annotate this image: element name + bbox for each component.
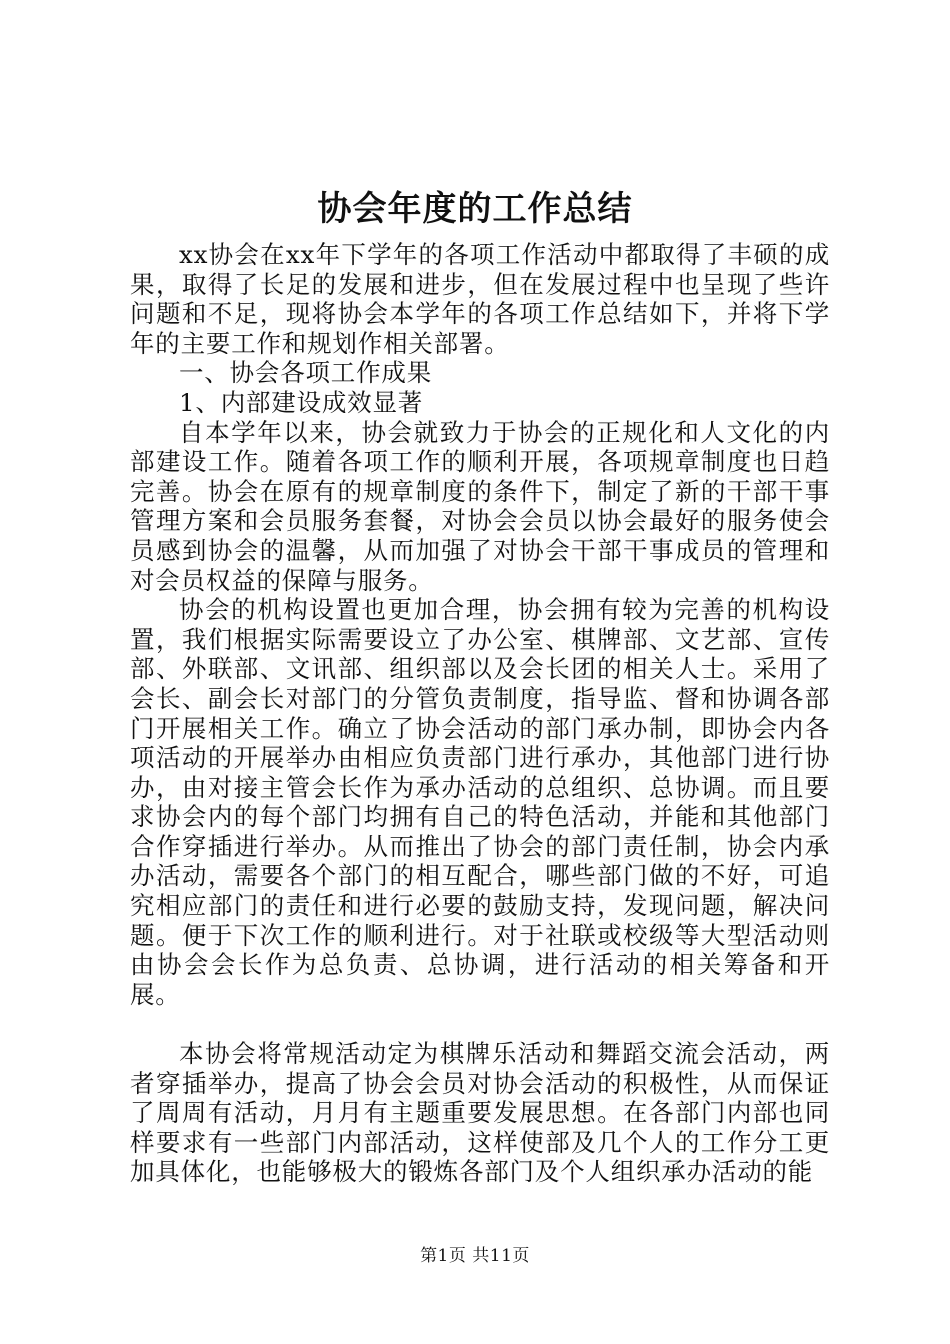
page-footer: 第1页 共11页 bbox=[420, 1246, 530, 1266]
paragraph-spacer bbox=[130, 1009, 830, 1039]
paragraph-organization: 协会的机构设置也更加合理，协会拥有较为完善的机构设置，我们根据实际需要设立了办公室、棋牌部、文艺部、宣传部、外联部、文讯部、组织部以及会长团的相关人士。采用了会长、副会长对部门的分管负责制度，指导监、督和协调各部门开展相关工作。确立了协会活动的部门承办制，即协会内各项活动的开展举办由相应负责部门进行承办，其他部门进行协办，由对接主管会长作为承办活动的总组织、总协调。而且要求协会内的每个部门均拥有自己的特色活动，并能和其他部门合作穿插进行举办。从而推出了协会的部门责任制，协会内承办活动，需要各个部门的相互配合，哪些部门做的不好，可追究相应部门的责任和进行必要的鼓励支持，发现问题，解决问题。便于下次工作的顺利进行。对于社联或校级等大型活动则由协会会长作为总负责、总协调，进行活动的相关筹备和开展。 bbox=[130, 595, 830, 1009]
document-body bbox=[130, 240, 830, 1187]
section-heading: 一、协会各项工作成果 bbox=[179, 358, 432, 388]
paragraph-intro: xx协会在xx年下学年的各项工作活动中都取得了丰硕的成果，取得了长足的发展和进步，但在发展过程中也呈现了些许问题和不足，现将协会本学年的各项工作总结如下，并将下学年的主要工作和规划作相关部署。 bbox=[130, 240, 830, 358]
paragraph-activities: 本协会将常规活动定为棋牌乐活动和舞蹈交流会活动，两者穿插举办，提高了协会会员对协会活动的积极性，从而保证了周周有活动，月月有主题重要发展思想。在各部门内部也同样要求有一些部门内部活动，这样使部及几个人的工作分工更加具体化，也能够极大的锻炼各部门及个人组织承办活动的能 bbox=[130, 1039, 830, 1187]
subsection-heading: 1、内部建设成效显著 bbox=[179, 387, 424, 417]
document-title: 协会年度的工作总结 bbox=[317, 189, 633, 229]
paragraph-internal-building: 自本学年以来，协会就致力于协会的正规化和人文化的内部建设工作。随着各项工作的顺利开展，各项规章制度也日趋完善。协会在原有的规章制度的条件下，制定了新的干部干事管理方案和会员服务套餐，对协会会员以协会最好的服务使会员感到协会的温馨，从而加强了对协会干部干事成员的管理和对会员权益的保障与服务。 bbox=[130, 417, 830, 595]
